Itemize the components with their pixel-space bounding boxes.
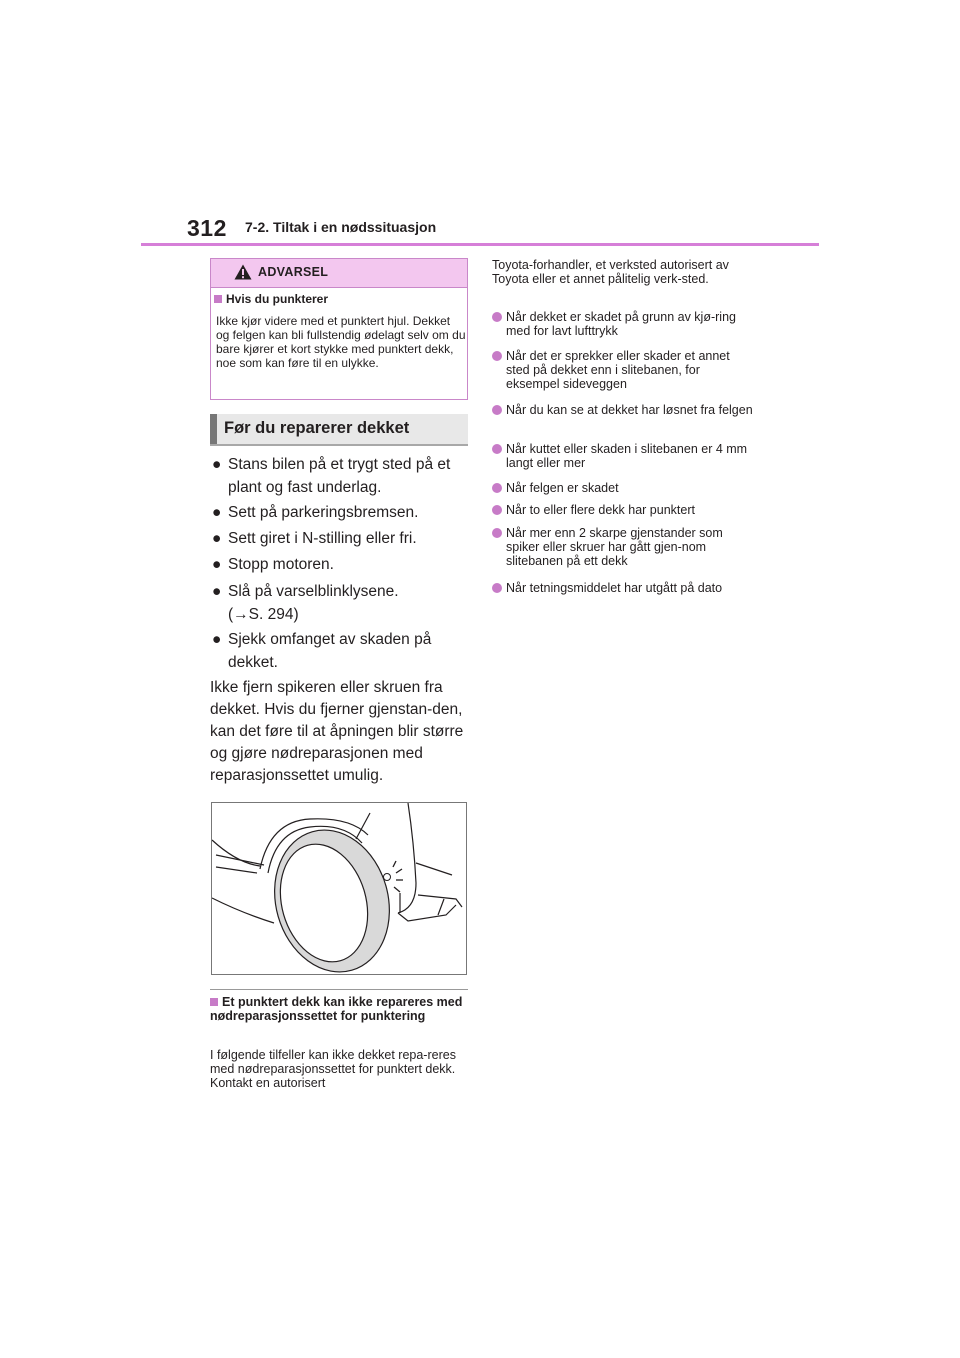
bullet-icon (492, 405, 502, 415)
bullet-icon (492, 444, 502, 454)
header-rule (141, 243, 819, 246)
bullet-icon (492, 312, 502, 322)
note-body: I følgende tilfeller kan ikke dekket repa-reres med nødreparasjonssettet for punktert dekk. Kontakt en autorisert (210, 1048, 456, 1090)
bullet-icon: ● (212, 456, 222, 473)
bullet-icon (492, 505, 502, 515)
square-bullet-icon (210, 998, 218, 1006)
bullet-icon: ● (212, 530, 222, 547)
chapter-title: 7-2. Tiltak i en nødssituasjon (245, 219, 437, 235)
bullet-icon (492, 483, 502, 493)
note-heading: Et punktert dekk kan ikke repareres med nødreparasjonssettet for punktering (210, 995, 463, 1023)
warning-body: Ikke kjør videre med et punktert hjul. Dekket og felgen kan bli fullstendig ødelagt selv om du bare kjører et kort stykke med punktert dekk, noe som kan føre til en ulykke. (216, 314, 466, 370)
warning-subtitle: Hvis du punkterer (214, 292, 328, 306)
bullet-icon (492, 528, 502, 538)
page-number: 312 (187, 215, 227, 241)
warning-title: ADVARSEL (258, 265, 329, 279)
screw-in-tire-illustration (212, 803, 466, 974)
square-bullet-icon (214, 295, 222, 303)
bullet-icon (492, 351, 502, 361)
bullet-icon: ● (212, 583, 222, 600)
bullet-icon (492, 583, 502, 593)
warning-header (211, 259, 467, 288)
body-paragraph: Ikke fjern spikeren eller skruen fra dekket. Hvis du fjerner gjenstan-den, kan det føre til at åpningen blir større og gjøre nødreparasjonen med reparasjonssettet umulig. (210, 679, 464, 784)
section-header (210, 414, 468, 446)
right-intro: Toyota-forhandler, et verksted autorisert av Toyota eller et annet pålitelig verk-sted. (492, 258, 729, 286)
tire-illustration (211, 802, 467, 975)
warning-box (210, 258, 468, 400)
warning-triangle-icon (234, 264, 252, 280)
bullet-icon: ● (212, 631, 222, 648)
bullet-icon: ● (212, 504, 222, 521)
bullet-icon: ● (212, 556, 222, 573)
note-divider (210, 989, 468, 990)
section-bar (210, 414, 217, 444)
section-title: Før du reparerer dekket (224, 419, 410, 437)
